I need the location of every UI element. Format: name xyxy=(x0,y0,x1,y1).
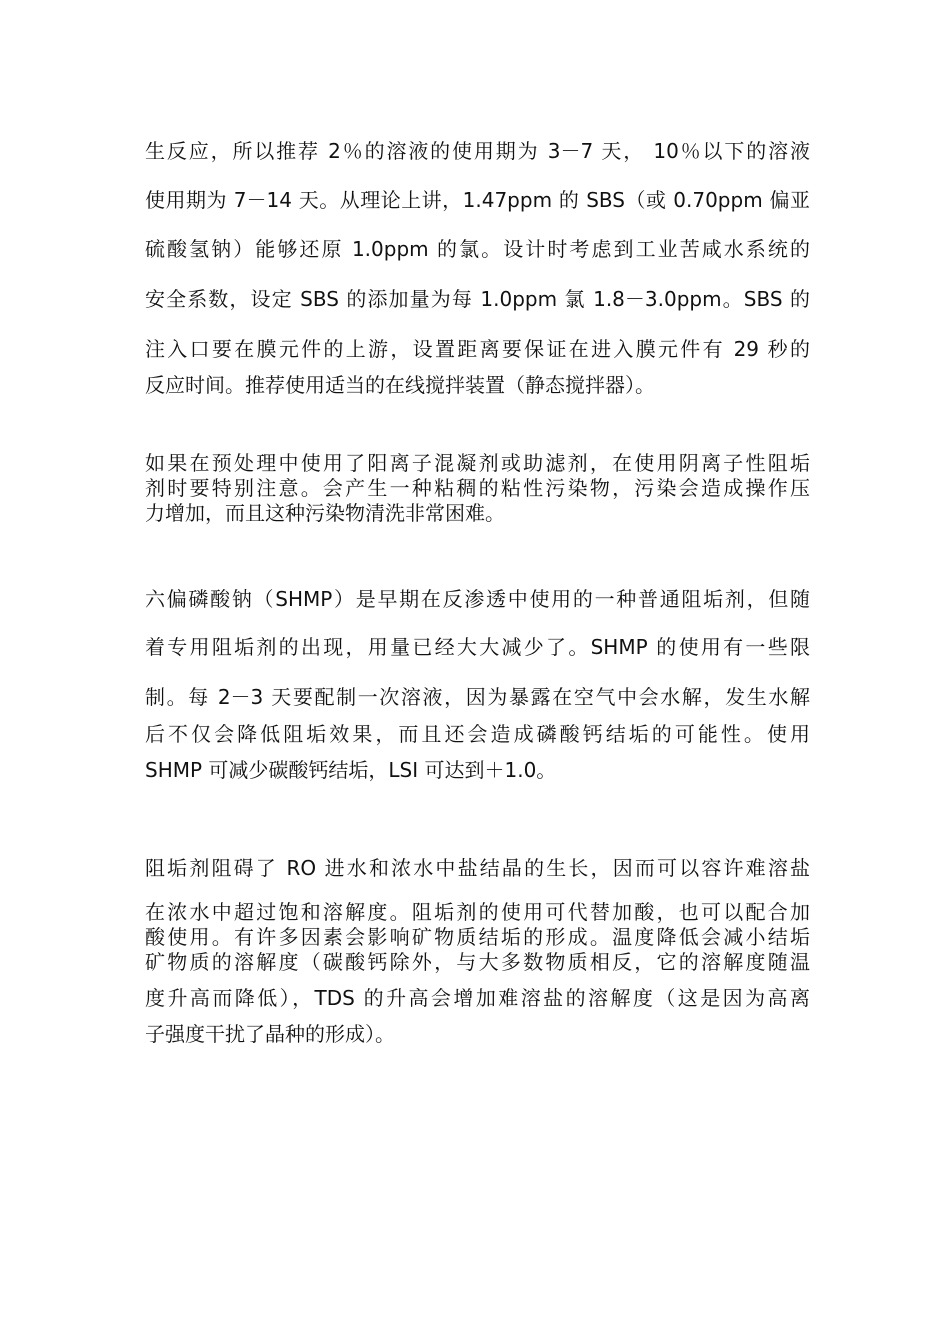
text-line: 子强度干扰了晶种的形成）。 xyxy=(145,1022,395,1046)
text-line: 矿物质的溶解度（碳酸钙除外，与大多数物质相反，它的溶解度随温 xyxy=(145,950,810,974)
text-line: 如果在预处理中使用了阳离子混凝剂或助滤剂，在使用阴离子性阻垢 xyxy=(145,451,810,475)
text-line: 注入口要在膜元件的上游，设置距离要保证在进入膜元件有 29 秒的 xyxy=(145,337,810,361)
text-line: 硫酸氢钠）能够还原 1.0ppm 的氯。设计时考虑到工业苦咸水系统的 xyxy=(145,237,810,261)
text-line: 使用期为 7－14 天。从理论上讲，1.47ppm 的 SBS（或 0.70ppm 偏亚 xyxy=(145,188,810,212)
text-line: 制。每 2－3 天要配制一次溶液，因为暴露在空气中会水解，发生水解 xyxy=(145,685,810,709)
text-line: 度升高而降低），TDS 的升高会增加难溶盐的溶解度（这是因为高离 xyxy=(145,986,810,1010)
text-line: 后不仅会降低阻垢效果，而且还会造成磷酸钙结垢的可能性。使用 xyxy=(145,722,810,746)
text-line: 着专用阻垢剂的出现，用量已经大大减少了。SHMP 的使用有一些限 xyxy=(145,635,810,659)
text-line: 六偏磷酸钠（SHMP）是早期在反渗透中使用的一种普通阻垢剂，但随 xyxy=(145,587,810,611)
text-line: 酸使用。有许多因素会影响矿物质结垢的形成。温度降低会减小结垢 xyxy=(145,925,810,949)
text-line: 反应时间。推荐使用适当的在线搅拌装置（静态搅拌器）。 xyxy=(145,373,655,397)
text-line: SHMP 可减少碳酸钙结垢，LSI 可达到＋1.0。 xyxy=(145,758,557,782)
text-line: 剂时要特别注意。会产生一种粘稠的粘性污染物，污染会造成操作压 xyxy=(145,476,810,500)
text-line: 阻垢剂阻碍了 RO 进水和浓水中盐结晶的生长，因而可以容许难溶盐 xyxy=(145,856,810,880)
text-line: 力增加，而且这种污染物清洗非常困难。 xyxy=(145,501,505,525)
text-line: 在浓水中超过饱和溶解度。阻垢剂的使用可代替加酸，也可以配合加 xyxy=(145,900,810,924)
text-line: 生反应，所以推荐 2％的溶液的使用期为 3－7 天， 10％以下的溶液 xyxy=(145,139,810,163)
text-line: 安全系数，设定 SBS 的添加量为每 1.0ppm 氯 1.8－3.0ppm。SBS 的 xyxy=(145,287,810,311)
